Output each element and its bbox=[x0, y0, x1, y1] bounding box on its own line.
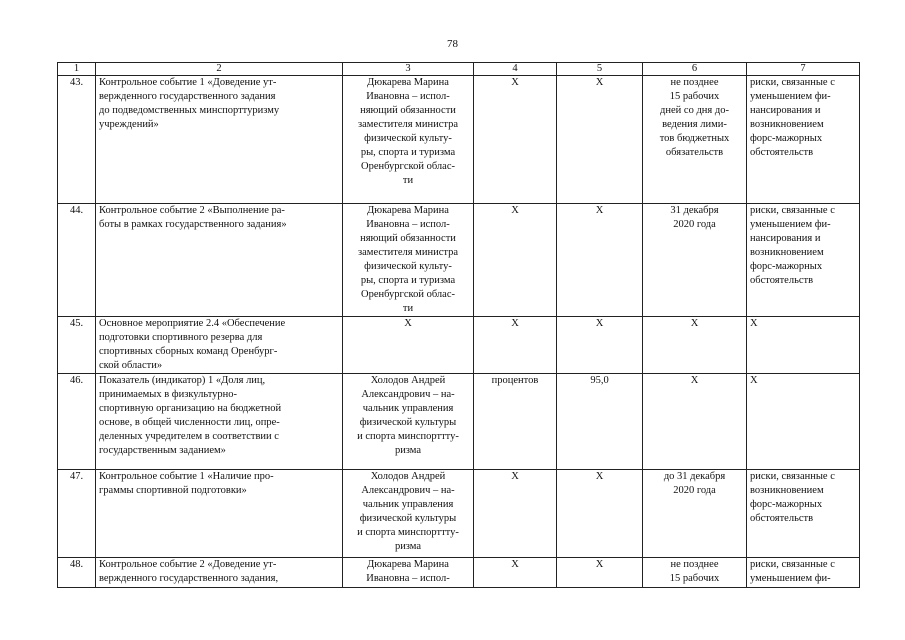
risks-cell-text: риски, связанные с возникновением форс-мажорных обстоятельств bbox=[750, 471, 835, 524]
column-header: 7 bbox=[747, 63, 860, 76]
row-number-cell bbox=[58, 204, 96, 317]
responsible-person-cell-text: Холодов Андрей Александрович – на- чальник управления физической культуры и спорта минспорттту- ризма bbox=[357, 375, 459, 456]
unit-cell bbox=[474, 204, 557, 317]
unit-cell bbox=[474, 558, 557, 588]
unit-cell-text: Х bbox=[511, 77, 519, 88]
responsible-person-cell bbox=[343, 374, 474, 470]
deadline-cell-text: 31 декабря 2020 года bbox=[670, 205, 719, 230]
value-cell-text: Х bbox=[595, 205, 604, 216]
value-cell bbox=[557, 558, 643, 588]
unit-cell-text: Х bbox=[511, 559, 519, 570]
value-cell-text: Х bbox=[595, 559, 604, 570]
responsible-person-cell bbox=[343, 76, 474, 204]
value-cell-text: 95,0 bbox=[590, 375, 609, 386]
table-row bbox=[58, 204, 860, 317]
event-description-cell bbox=[96, 317, 343, 374]
responsible-person-cell bbox=[343, 317, 474, 374]
risks-cell-text: риски, связанные с уменьшением фи- bbox=[750, 559, 835, 584]
responsible-person-cell-text: Дюкарева Марина Ивановна – испол- няющий обязанности заместителя министра физической культу- ры, спорта и туризма Оренбургской облас- ти bbox=[358, 205, 458, 314]
row-number-cell bbox=[58, 76, 96, 204]
risks-cell-text: Х bbox=[750, 375, 758, 386]
table-row bbox=[58, 76, 860, 204]
table-row bbox=[58, 374, 860, 470]
unit-cell-text: Х bbox=[511, 205, 519, 216]
unit-cell-text: Х bbox=[511, 318, 519, 329]
document-table bbox=[57, 62, 860, 588]
risks-cell-text: риски, связанные с уменьшением фи- нансирования и возникновением форс-мажорных обстоятельств bbox=[750, 205, 835, 286]
row-number-cell-text: 45. bbox=[69, 318, 84, 329]
responsible-person-cell-text: Х bbox=[404, 318, 412, 329]
risks-cell bbox=[747, 76, 860, 204]
risks-cell-text: Х bbox=[750, 318, 758, 329]
event-description-cell-text: Контрольное событие 2 «Доведение ут- вержденного государственного задания, bbox=[99, 559, 279, 584]
risks-cell bbox=[747, 470, 860, 558]
responsible-person-cell bbox=[343, 558, 474, 588]
value-cell bbox=[557, 204, 643, 317]
event-description-cell bbox=[96, 470, 343, 558]
deadline-cell bbox=[643, 317, 747, 374]
column-header: 3 bbox=[343, 63, 474, 76]
unit-cell-text: Х bbox=[511, 471, 519, 482]
responsible-person-cell-text: Дюкарева Марина Ивановна – испол- няющий обязанности заместителя министра физической культу- ры, спорта и туризма Оренбургской облас- ти bbox=[358, 77, 458, 186]
table-row bbox=[58, 558, 860, 588]
responsible-person-cell-text: Дюкарева Марина Ивановна – испол- bbox=[366, 559, 450, 584]
risks-cell bbox=[747, 374, 860, 470]
deadline-cell bbox=[643, 76, 747, 204]
row-number-cell bbox=[58, 317, 96, 374]
row-number-cell-text: 44. bbox=[69, 205, 84, 216]
table-row bbox=[58, 317, 860, 374]
row-number-cell-text: 48. bbox=[69, 559, 84, 570]
deadline-cell bbox=[643, 374, 747, 470]
value-cell bbox=[557, 470, 643, 558]
column-header: 5 bbox=[557, 63, 643, 76]
risks-cell bbox=[747, 558, 860, 588]
risks-cell-text: риски, связанные с уменьшением фи- нансирования и возникновением форс-мажорных обстоятельств bbox=[750, 77, 835, 158]
event-description-cell-text: Контрольное событие 1 «Доведение ут- вержденного государственного задания до подведомственных минспорттуризму учреждений» bbox=[99, 77, 280, 130]
unit-cell bbox=[474, 374, 557, 470]
column-header: 6 bbox=[643, 63, 747, 76]
risks-cell bbox=[747, 317, 860, 374]
row-number-cell bbox=[58, 374, 96, 470]
deadline-cell-text: до 31 декабря 2020 года bbox=[663, 471, 726, 496]
event-description-cell-text: Показатель (индикатор) 1 «Доля лиц, принимаемых в физкультурно- спортивную организацию на бюджетной основе, в общей численности лиц, опре- деленных учредителем в соответствии с государственным заданием» bbox=[99, 375, 282, 456]
event-description-cell bbox=[96, 204, 343, 317]
deadline-cell-text: Х bbox=[690, 375, 699, 386]
event-description-cell bbox=[96, 374, 343, 470]
deadline-cell bbox=[643, 558, 747, 588]
page-number: 78 bbox=[447, 38, 458, 50]
value-cell-text: Х bbox=[595, 471, 604, 482]
responsible-person-cell bbox=[343, 470, 474, 558]
value-cell-text: Х bbox=[595, 77, 604, 88]
unit-cell bbox=[474, 76, 557, 204]
deadline-cell-text: не позднее 15 рабочих дней со дня до- ведения лими- тов бюджетных обязательств bbox=[659, 77, 730, 158]
event-description-cell-text: Контрольное событие 2 «Выполнение ра- боты в рамках государственного задания» bbox=[99, 205, 287, 230]
unit-cell-text: процентов bbox=[491, 375, 539, 386]
deadline-cell-text: не позднее 15 рабочих bbox=[669, 559, 720, 584]
value-cell bbox=[557, 76, 643, 204]
unit-cell bbox=[474, 317, 557, 374]
responsible-person-cell-text: Холодов Андрей Александрович – на- чальник управления физической культуры и спорта минспорттту- ризма bbox=[357, 471, 459, 552]
row-number-cell bbox=[58, 558, 96, 588]
value-cell bbox=[557, 317, 643, 374]
event-description-cell bbox=[96, 76, 343, 204]
deadline-cell-text: Х bbox=[690, 318, 699, 329]
risks-cell bbox=[747, 204, 860, 317]
column-header: 4 bbox=[474, 63, 557, 76]
table-row bbox=[58, 470, 860, 558]
column-header-row bbox=[58, 63, 860, 76]
row-number-cell-text: 46. bbox=[69, 375, 84, 386]
unit-cell bbox=[474, 470, 557, 558]
deadline-cell bbox=[643, 470, 747, 558]
row-number-cell-text: 47. bbox=[69, 471, 84, 482]
value-cell-text: Х bbox=[595, 318, 604, 329]
responsible-person-cell bbox=[343, 204, 474, 317]
deadline-cell bbox=[643, 204, 747, 317]
event-description-cell bbox=[96, 558, 343, 588]
row-number-cell bbox=[58, 470, 96, 558]
event-description-cell-text: Контрольное событие 1 «Наличие про- граммы спортивной подготовки» bbox=[99, 471, 274, 496]
column-header: 1 bbox=[58, 63, 96, 76]
row-number-cell-text: 43. bbox=[69, 77, 84, 88]
column-header: 2 bbox=[96, 63, 343, 76]
value-cell bbox=[557, 374, 643, 470]
event-description-cell-text: Основное мероприятие 2.4 «Обеспечение подготовки спортивного резерва для спортивных сборных команд Оренбург- ской области» bbox=[99, 318, 286, 371]
